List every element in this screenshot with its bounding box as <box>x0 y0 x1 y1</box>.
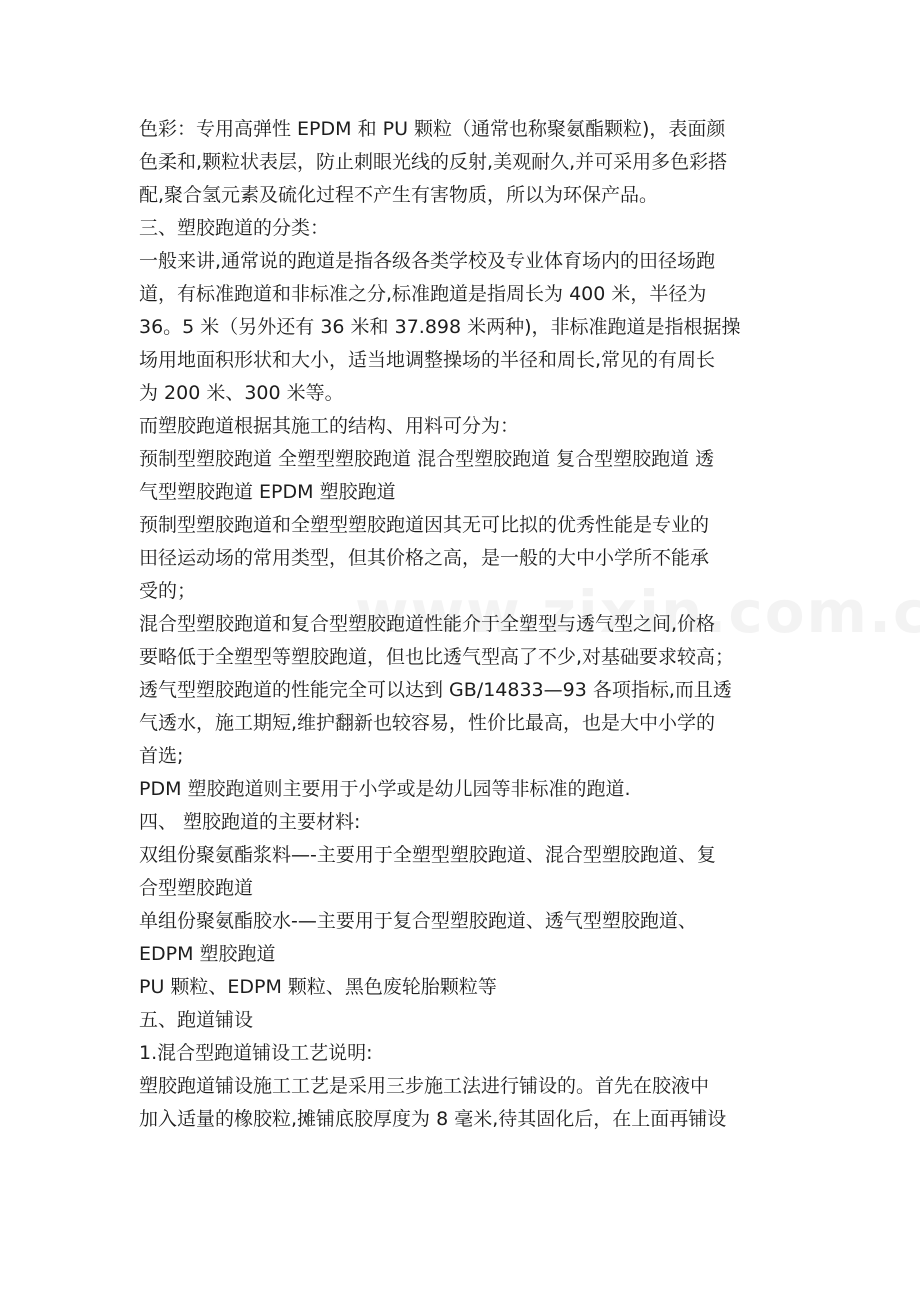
paragraph-track-standards: 一般来讲,通常说的跑道是指各级各类学校及专业体育场内的田径场跑 道，有标准跑道和非标准之分,标准跑道是指周长为 400 米，半径为 36。5 米（另外还有 36 米和 37.898 米两种)，非标准跑道是指根据操 场用地面积形状和大小，适当地调整操场的半径和周长,常见的有周长 为 200 米、300 米等。 <box>139 250 741 404</box>
subheading-mixed-process: 1.混合型跑道铺设工艺说明: <box>139 1042 373 1064</box>
paragraph-breathable: 透气型塑胶跑道的性能完全可以达到 GB/14833—93 各项指标,而且透 气透水，施工期短,维护翻新也较容易，性价比最高，也是大中小学的 首选; <box>139 679 732 767</box>
section-heading-materials: 四、 塑胶跑道的主要材料: <box>139 811 361 833</box>
paragraph-color: 色彩：专用高弹性 EPDM 和 PU 颗粒（通常也称聚氨酯颗粒)，表面颜 色柔和,颗粒状表层，防止刺眼光线的反射,美观耐久,并可采用多色彩搭 配,聚合氢元素及硫化过程不产生有害物质，所以为环保产品。 <box>139 118 728 206</box>
paragraph-one-component: 单组份聚氨酯胶水-—主要用于复合型塑胶跑道、透气型塑胶跑道、 EDPM 塑胶跑道 <box>139 910 697 965</box>
paragraph-prefab-fullplastic: 预制型塑胶跑道和全塑型塑胶跑道因其无可比拟的优秀性能是专业的 田径运动场的常用类型，但其价格之高，是一般的大中小学所不能承 受的； <box>139 514 710 602</box>
paragraph-mixed-composite: 混合型塑胶跑道和复合型塑胶跑道性能介于全塑型与透气型之间,价格 要略低于全塑型等塑胶跑道，但也比透气型高了不少,对基础要求较高； <box>139 613 735 668</box>
section-heading-laying: 五、跑道铺设 <box>139 1009 254 1031</box>
paragraph-process-description: 塑胶跑道铺设施工工艺是采用三步施工法进行铺设的。首先在胶液中 加入适量的橡胶粒,摊铺底胶厚度为 8 毫米,待其固化后，在上面再铺设 <box>139 1075 727 1130</box>
paragraph-two-component: 双组份聚氨酯浆料—-主要用于全塑型塑胶跑道、混合型塑胶跑道、复 合型塑胶跑道 <box>139 844 716 899</box>
paragraph-pdm: PDM 塑胶跑道则主要用于小学或是幼儿园等非标准的跑道. <box>139 778 631 800</box>
paragraph-track-types-intro: 而塑胶跑道根据其施工的结构、用料可分为： <box>139 415 520 437</box>
paragraph-track-types-list: 预制型塑胶跑道 全塑型塑胶跑道 混合型塑胶跑道 复合型塑胶跑道 透 气型塑胶跑道 EPDM 塑胶跑道 <box>139 448 715 503</box>
paragraph-granules: PU 颗粒、EDPM 颗粒、黑色废轮胎颗粒等 <box>139 976 497 998</box>
document-body <box>139 113 789 1136</box>
section-heading-classification: 三、塑胶跑道的分类： <box>139 217 330 239</box>
